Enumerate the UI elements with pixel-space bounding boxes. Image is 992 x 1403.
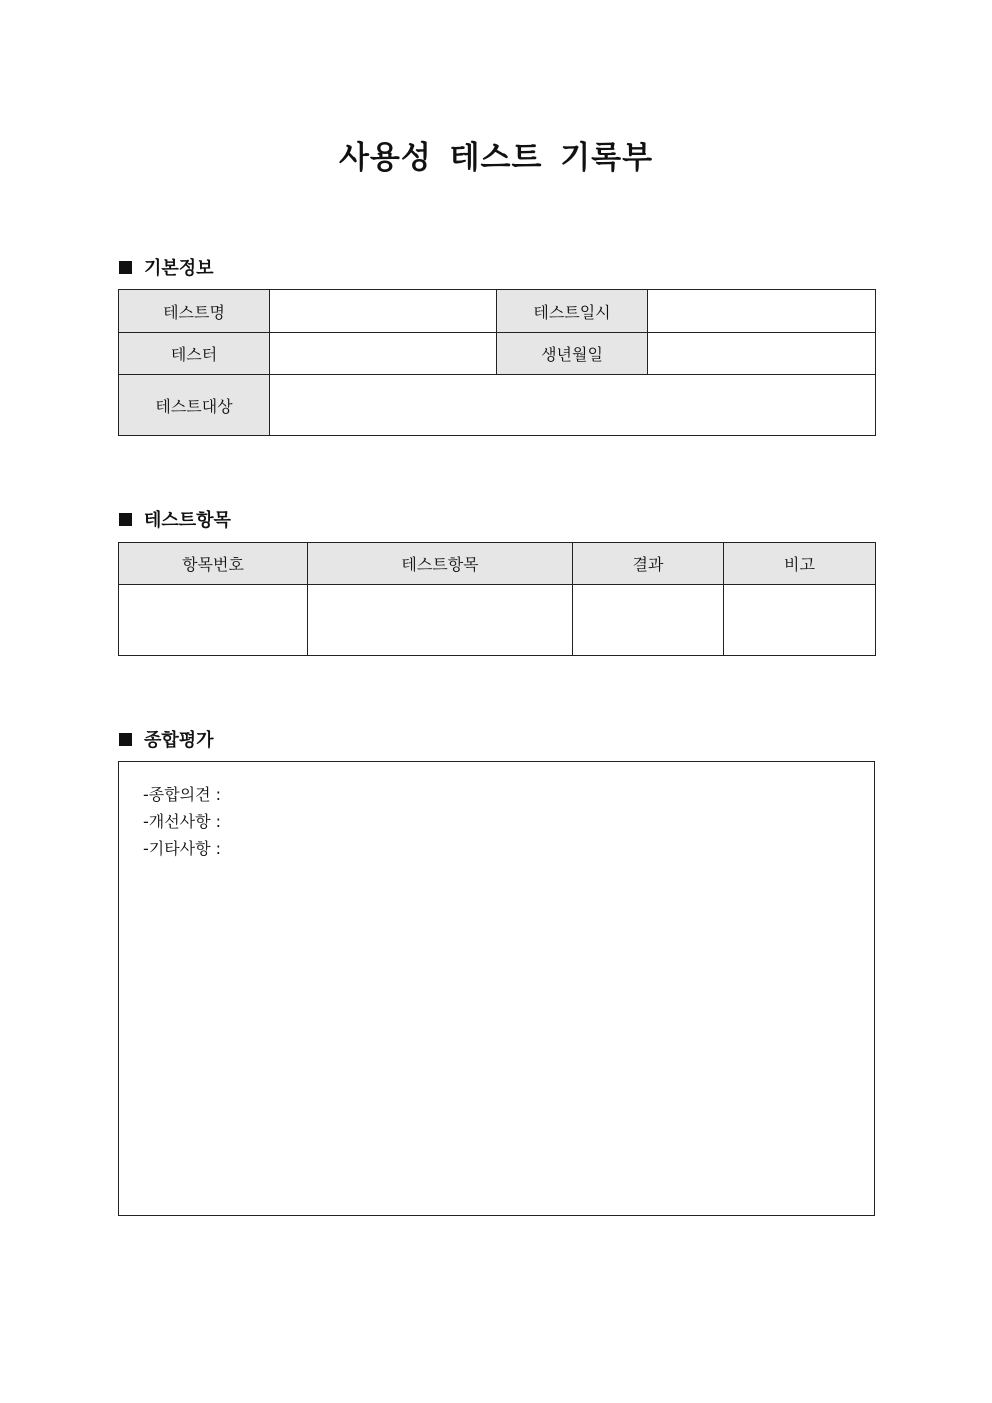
test-target-label: 테스트대상: [119, 375, 270, 436]
column-header-item-number: 항목번호: [119, 543, 308, 585]
test-name-label: 테스트명: [119, 290, 270, 333]
section-heading-summary: [119, 726, 214, 752]
column-header-result: 결과: [573, 543, 724, 585]
test-date-label: 테스트일시: [497, 290, 648, 333]
test-items-table: [118, 542, 876, 656]
table-row: [119, 585, 876, 656]
remarks-cell[interactable]: [724, 585, 876, 656]
basic-info-table: [118, 289, 876, 436]
section-heading-basic-info: [119, 254, 214, 280]
table-row: [119, 375, 876, 436]
square-bullet-icon: [119, 261, 132, 274]
item-number-cell[interactable]: [119, 585, 308, 656]
tester-field[interactable]: [270, 333, 497, 375]
test-target-field[interactable]: [270, 375, 876, 436]
improvements-line: -개선사항 :: [143, 812, 222, 831]
column-header-remarks: 비고: [724, 543, 876, 585]
square-bullet-icon: [119, 733, 132, 746]
result-cell[interactable]: [573, 585, 724, 656]
square-bullet-icon: [119, 513, 132, 526]
section-heading-label: 종합평가: [144, 730, 214, 751]
table-header-row: [119, 543, 876, 585]
birthdate-field[interactable]: [648, 333, 876, 375]
document-title: 사용성 테스트 기록부: [338, 140, 654, 176]
test-date-field[interactable]: [648, 290, 876, 333]
test-item-cell[interactable]: [308, 585, 573, 656]
section-heading-test-items: [119, 506, 231, 532]
column-header-test-item: 테스트항목: [308, 543, 573, 585]
test-name-field[interactable]: [270, 290, 497, 333]
section-heading-label: 테스트항목: [144, 510, 231, 531]
section-heading-label: 기본정보: [144, 258, 214, 279]
table-row: [119, 290, 876, 333]
summary-text-area[interactable]: [118, 761, 875, 1216]
other-notes-line: -기타사항 :: [143, 839, 222, 858]
overall-opinion-line: -종합의견 :: [143, 785, 222, 804]
tester-label: 테스터: [119, 333, 270, 375]
table-row: [119, 333, 876, 375]
birthdate-label: 생년월일: [497, 333, 648, 375]
